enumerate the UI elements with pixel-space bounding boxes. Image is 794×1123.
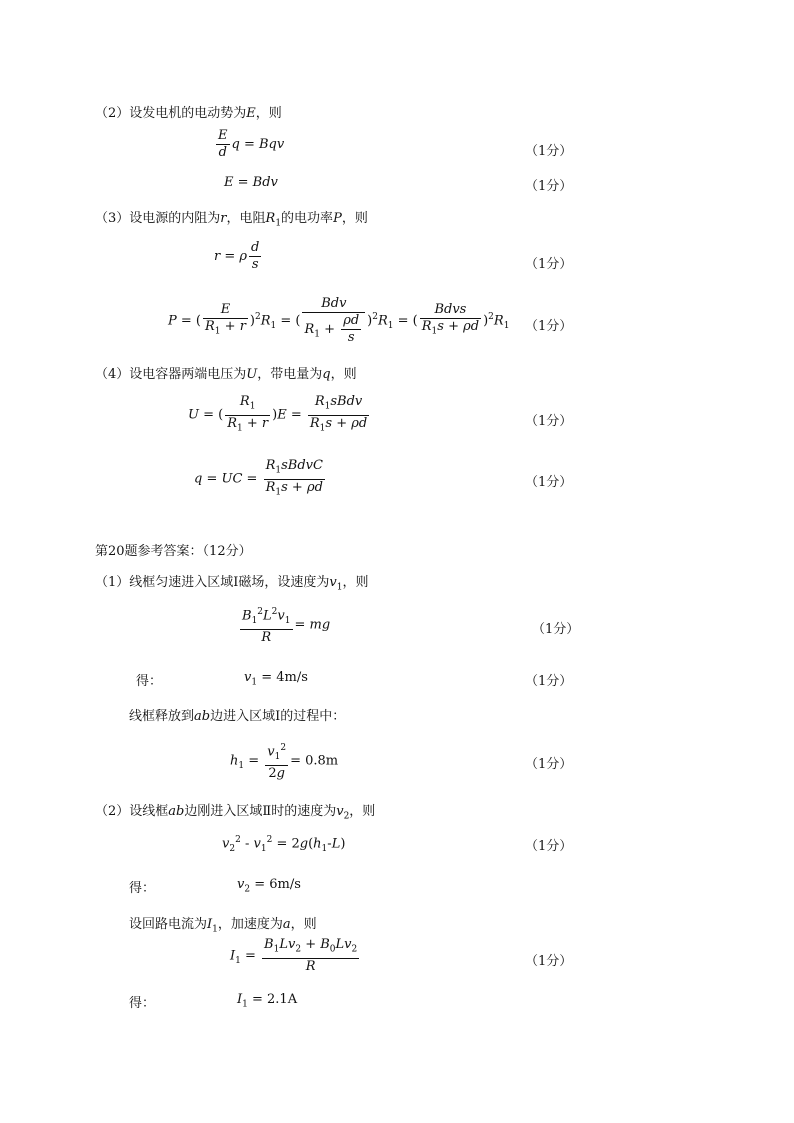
part4-eq1: U = ( $\frac{R_1}{R_1 + r}$ )E = $\frac{R_1sBdv}{R_1s + \rho d}$ (188, 394, 371, 436)
part4-eq2: q = UC = $\frac{R_1sBdvC}{R_1s + \rho d}$ (194, 458, 327, 500)
part3-score2: （1分） (525, 319, 573, 334)
part4-score2: （1分） (525, 475, 573, 490)
q20-p2-score2: （1分） (525, 954, 573, 969)
part3-eq1: r = ρ $\frac{d}{s}$ (214, 240, 260, 272)
part3-heading: （3）设电源的内阻为r，电阻$R_1$的电功率P，则 (95, 211, 368, 229)
q20-p2-eq1: $v_2^2 - v_1^2 = 2g(h_1-L)$ (222, 835, 346, 854)
q20-p1-text: 线框释放到ab边进入区域Ⅰ的过程中： (129, 709, 346, 724)
q20-p2-score1: （1分） (525, 839, 573, 854)
part2-eq1: $\frac{E}{d}$ q = Bqv (218, 128, 285, 160)
q20-p1-score1: （1分） (532, 622, 580, 637)
q20-p2-text: 设回路电流为$I_1$，加速度为a，则 (129, 917, 317, 935)
q20-p1-heading: （1）线框匀速进入区域Ⅰ磁场，设速度为$v_1$，则 (95, 575, 369, 593)
q20-p2-de: 得： (129, 881, 156, 896)
q20-p1-score3: （1分） (525, 757, 573, 772)
q20-p2-eq3: $I_1$ = $\frac{B_1Lv_2 + B_0Lv_2}{R}$ (230, 937, 358, 974)
q20-p1-eq2: $v_1 = 4m/s$ (244, 670, 308, 688)
q20-p2-eq4: $I_1 = 2.1A$ (237, 992, 298, 1010)
part4-heading: （4）设电容器两端电压为U，带电量为q，则 (95, 367, 357, 382)
part3-eq2: P = ( $\frac{E}{R_1 + r}$ )$^2R_1$ = ( Bdv $R_1$ + $\frac{\rho d}{s}$ )$^2R_1$ = ( $\frac{\text{Bdvs}}{R_1s + \rho d}$ )$^2R_1$ (168, 296, 510, 345)
q20-p2-heading: （2）设线框ab边刚进入区域Ⅱ时的速度为$v_2$，则 (95, 804, 376, 822)
part2-score1: （1分） (525, 144, 573, 159)
q20-p1-score2: （1分） (525, 674, 573, 689)
q20-title: 第20题参考答案：（12分） (95, 544, 252, 559)
q20-p1-eq3: $h_1$ = $\frac{v_1^2}{2g}$ = 0.8m (230, 743, 339, 781)
part3-score1: （1分） (525, 257, 573, 272)
part2-heading: （2）设发电机的电动势为E，则 (95, 106, 282, 121)
q20-p2-de2: 得： (129, 996, 156, 1011)
q20-p1-de: 得： (136, 674, 163, 689)
q20-p1-eq1: $\frac{B_1^2L^2v_1}{R}$ = mg (242, 607, 331, 645)
part4-score1: （1分） (525, 414, 573, 429)
part2-eq2: E = Bdv (224, 175, 278, 190)
q20-p2-eq2: $v_2 = 6m/s$ (237, 877, 301, 895)
part2-score2: （1分） (525, 179, 573, 194)
